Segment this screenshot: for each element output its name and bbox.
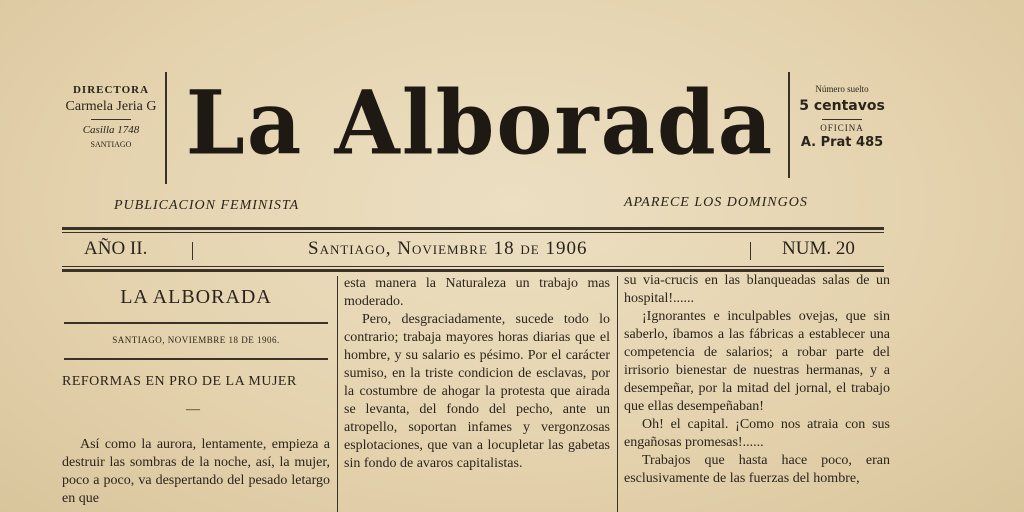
price-value: 5 centavos <box>799 98 885 114</box>
price-box <box>792 84 892 150</box>
paragraph: su via-crucis en las blanqueadas salas de un hospital!...... <box>624 273 890 306</box>
price-label: Número suelto <box>815 84 869 94</box>
paragraph: esta manera la Naturaleza un trabajo mas moderado. <box>344 276 610 309</box>
dateline-bottom-rule-thin <box>62 266 884 267</box>
issue-date: Santiago, Noviembre 18 de 1906 <box>308 238 588 259</box>
director-box <box>58 84 164 149</box>
divider <box>822 119 862 120</box>
dateline-top-rule-thin <box>62 232 884 233</box>
dateline-separator <box>750 242 751 260</box>
tagline-right: APARECE LOS DOMINGOS <box>624 195 808 210</box>
column-rule <box>337 276 338 512</box>
section-title: LA ALBORADA <box>120 286 272 308</box>
article-column-2 <box>344 275 610 473</box>
tagline-left: PUBLICACION FEMINISTA <box>114 198 300 213</box>
dateline-separator <box>192 242 193 260</box>
paragraph: Oh! el capital. ¡Como nos atraia con sus engañosas promesas!...... <box>624 417 890 450</box>
director-city: SANTIAGO <box>90 140 132 149</box>
section-date: SANTIAGO, NOVIEMBRE 18 DE 1906. <box>112 335 280 345</box>
dateline-top-rule <box>62 227 884 230</box>
divider <box>91 119 131 120</box>
column-rule <box>617 276 618 512</box>
article-headline: REFORMAS EN PRO DE LA MUJER <box>62 374 297 389</box>
office-label: OFICINA <box>820 123 864 133</box>
paragraph: Así como la aurora, lentamente, empieza a destruir las sombras de la noche, así, la mujer, poco a poco, va despertando del pesado letargo en que <box>62 437 330 506</box>
year-label: AÑO II. <box>84 238 148 259</box>
issue-number: NUM. 20 <box>782 238 855 259</box>
section-rule <box>64 358 328 360</box>
director-address: Casilla 1748 <box>82 124 140 136</box>
vertical-rule-left <box>165 72 167 184</box>
director-role: DIRECTORA <box>72 84 150 96</box>
paragraph: ¡Ignorantes e inculpables ovejas, que sin saberlo, íbamos a las fábricas a establecer una competencia de salarios; a robar parte del irrisorio bienestar de nuestras hermanas, y a desempeñar, por la mitad del jornal, el trabajo que ellas desempeñaban! <box>624 309 890 414</box>
paragraph: Trabajos que hasta hace poco, eran esclusivamente de las fuerzas del hombre, <box>624 453 890 486</box>
newspaper-title: La Alborada <box>185 70 775 175</box>
article-column-3 <box>624 272 890 488</box>
director-name: Carmela Jeria G <box>65 99 157 114</box>
article-column-1 <box>62 436 330 508</box>
paragraph: Pero, desgraciadamente, sucede todo lo contrario; trabaja mayores horas diarias que el hombre, y su salario es pésimo. Por el carácter sumiso, en la triste condicion de esclavas, por la costumbre de ahogar la protesta que airada se levanta, del fondo del pecho, ante un atropello, soportan infames y vergonzosas esplotaciones, que van a locupletar las gabetas sin fondo de avaros capitalistas. <box>344 312 610 471</box>
office-address: A. Prat 485 <box>800 135 884 150</box>
headline-dash: — <box>186 402 200 417</box>
vertical-rule-right <box>788 72 790 178</box>
section-rule <box>64 322 328 324</box>
